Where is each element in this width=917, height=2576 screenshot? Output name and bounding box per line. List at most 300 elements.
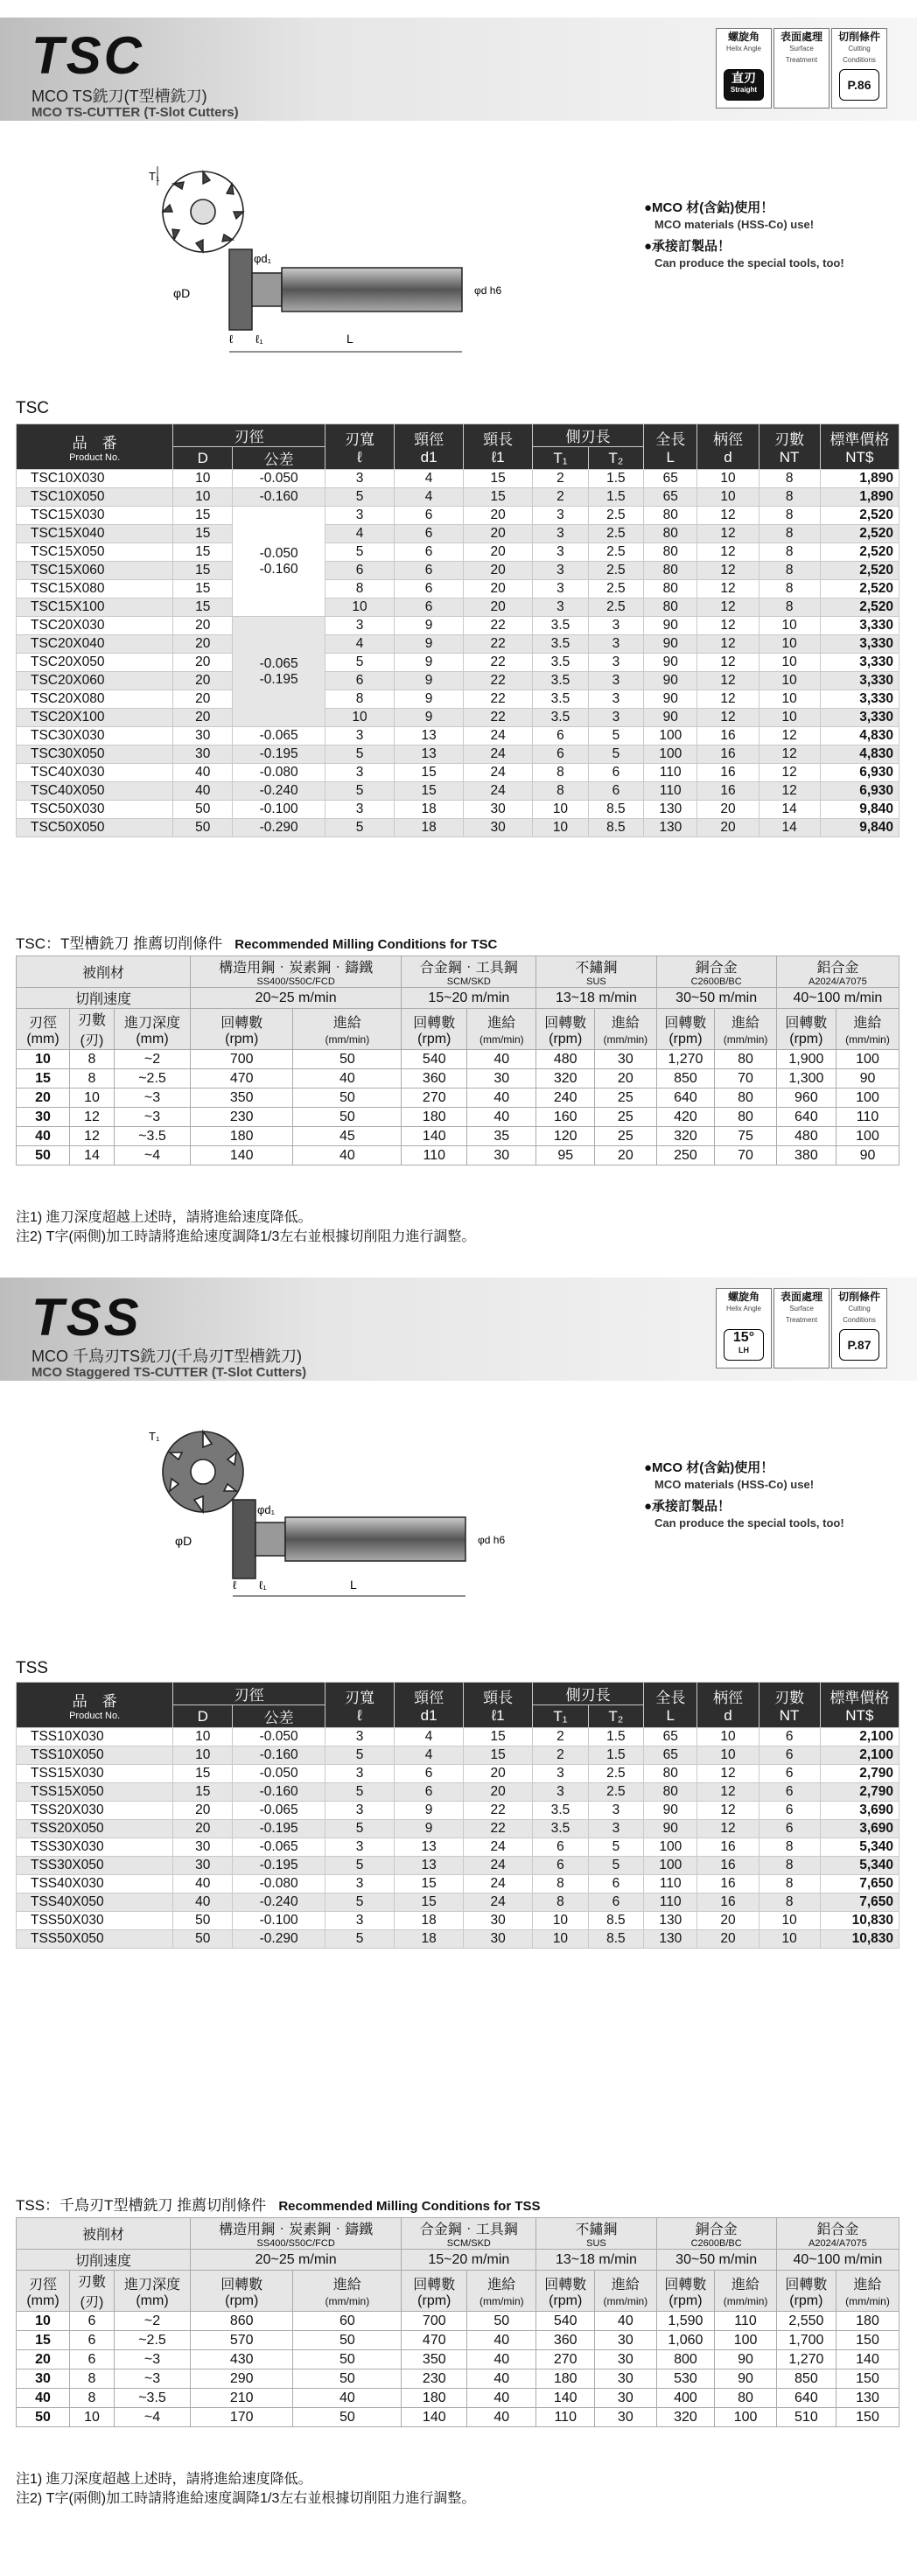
total-len: 80 xyxy=(644,525,697,543)
table-row xyxy=(17,1857,900,1875)
helix-angle-box: 螺旋角 Helix Angle 直刃 Straight xyxy=(716,28,772,108)
l-label: ℓ xyxy=(233,1578,237,1592)
shank: 20 xyxy=(697,819,759,837)
price: 10,830 xyxy=(820,1930,899,1949)
neck-len: 20 xyxy=(464,580,533,598)
flutes: 10 xyxy=(759,1912,820,1930)
flutes: 12 xyxy=(759,746,820,764)
t1: 3 xyxy=(533,1765,588,1783)
table-row: 20 6 ~3 430 50 350 40 270 30 800 90 1,270 140 xyxy=(17,2350,900,2370)
length-label: L xyxy=(346,332,354,346)
tolerance: -0.050 xyxy=(233,1728,326,1746)
tsc-diagram xyxy=(149,149,534,359)
product-no: TSC20X080 xyxy=(17,690,173,709)
total-len: 130 xyxy=(644,819,697,837)
shank: 12 xyxy=(697,1820,759,1838)
neck-len: 24 xyxy=(464,1875,533,1894)
neck-dia: 9 xyxy=(395,709,464,727)
width: 3 xyxy=(326,1838,395,1857)
blade-dia: 30 xyxy=(173,1838,233,1857)
shank: 12 xyxy=(697,507,759,525)
tss-cond-title: TSS：千鳥刃T型槽銑刀 推薦切削條件 Recommended Milling Conditions for TSS xyxy=(16,2197,541,2214)
t2: 3 xyxy=(588,654,643,672)
price: 3,330 xyxy=(820,617,899,635)
blade-dia: 20 xyxy=(173,690,233,709)
neck-len: 20 xyxy=(464,525,533,543)
flutes: 8 xyxy=(759,488,820,507)
shank: 16 xyxy=(697,1857,759,1875)
shank: 12 xyxy=(697,635,759,654)
table-row xyxy=(17,1894,900,1912)
t1: 6 xyxy=(533,1857,588,1875)
blade-dia: 40 xyxy=(173,1875,233,1894)
flutes: 14 xyxy=(759,819,820,837)
t1: 3.5 xyxy=(533,617,588,635)
table-row xyxy=(17,672,900,690)
shank: 12 xyxy=(697,598,759,617)
col-total-len: 全長 L xyxy=(644,424,697,470)
table-row xyxy=(17,1838,900,1857)
neck-dia: 4 xyxy=(395,488,464,507)
table-row xyxy=(17,543,900,562)
total-len: 80 xyxy=(644,1765,697,1783)
tolerance: -0.100 xyxy=(233,801,326,819)
width: 3 xyxy=(326,764,395,782)
product-no: TSC15X100 xyxy=(17,598,173,617)
neck-len: 22 xyxy=(464,635,533,654)
tolerance: -0.050 xyxy=(233,470,326,488)
total-len: 90 xyxy=(644,1802,697,1820)
total-len: 65 xyxy=(644,1728,697,1746)
product-no: TSS50X050 xyxy=(17,1930,173,1949)
neck-len: 20 xyxy=(464,1783,533,1802)
book-icon: P.87 xyxy=(839,1329,879,1361)
table-row xyxy=(17,617,900,635)
price: 2,520 xyxy=(820,598,899,617)
flutes: 6 xyxy=(759,1783,820,1802)
material-header: 被削材 xyxy=(17,956,191,988)
shank: 12 xyxy=(697,580,759,598)
table-row xyxy=(17,507,900,525)
table-row: 30 12 ~3 230 50 180 40 160 25 420 80 640 110 xyxy=(17,1108,900,1127)
price: 3,330 xyxy=(820,672,899,690)
width: 3 xyxy=(326,1728,395,1746)
blade-dia: 20 xyxy=(173,617,233,635)
shank: 10 xyxy=(697,1746,759,1765)
blade-dia: 15 xyxy=(173,598,233,617)
total-len: 65 xyxy=(644,488,697,507)
col-shank: 柄徑 d xyxy=(697,424,759,470)
blade-dia: 20 xyxy=(173,654,233,672)
neck-len: 15 xyxy=(464,488,533,507)
t2: 8.5 xyxy=(588,801,643,819)
total-len: 80 xyxy=(644,1783,697,1802)
neck-len: 22 xyxy=(464,672,533,690)
l1-label: ℓ₁ xyxy=(256,332,263,346)
total-len: 90 xyxy=(644,672,697,690)
price: 2,520 xyxy=(820,525,899,543)
t1-label: T₁ xyxy=(149,170,160,183)
material-2: 合金鋼‧工具鋼 SCM/SKD xyxy=(402,2218,536,2250)
table-row xyxy=(17,690,900,709)
neck-len: 20 xyxy=(464,598,533,617)
neck-len: 20 xyxy=(464,543,533,562)
col-product: 品 番 Product No. xyxy=(17,1683,173,1728)
flutes: 8 xyxy=(759,525,820,543)
table-row xyxy=(17,709,900,727)
table-row: 50 10 ~4 170 50 140 40 110 30 320 100 510 150 xyxy=(17,2408,900,2427)
price: 3,330 xyxy=(820,635,899,654)
d-label: φD xyxy=(175,1534,192,1548)
tolerance: -0.195 xyxy=(233,1820,326,1838)
neck-dia: 6 xyxy=(395,1783,464,1802)
table-row xyxy=(17,470,900,488)
width: 5 xyxy=(326,1783,395,1802)
flutes: 12 xyxy=(759,727,820,746)
speed-2: 15~20 m/min xyxy=(402,2250,536,2271)
blade-dia: 20 xyxy=(173,709,233,727)
blade-dia: 15 xyxy=(173,1765,233,1783)
neck-dia: 4 xyxy=(395,470,464,488)
shank: 16 xyxy=(697,746,759,764)
t1: 10 xyxy=(533,801,588,819)
width: 5 xyxy=(326,1894,395,1912)
t1: 3 xyxy=(533,562,588,580)
table-row: 15 6 ~2.5 570 50 470 40 360 30 1,060 100 1,700 150 xyxy=(17,2331,900,2350)
width: 3 xyxy=(326,801,395,819)
neck-len: 24 xyxy=(464,764,533,782)
total-len: 100 xyxy=(644,727,697,746)
tsc-section-label: TSC xyxy=(16,399,49,417)
neck-len: 24 xyxy=(464,1838,533,1857)
t2: 5 xyxy=(588,746,643,764)
table-row xyxy=(17,654,900,672)
blade-dia: 30 xyxy=(173,727,233,746)
shank: 16 xyxy=(697,764,759,782)
t1: 10 xyxy=(533,1930,588,1949)
speed-1: 20~25 m/min xyxy=(191,2250,402,2271)
tsc-spec-table: 品 番 Product No. 刃徑 刃寬 ℓ 頸徑 d1 頸長 ℓ1 側刃長 全長 L 柄徑 d 刃數 NT 標準價格 NT$ D 公差 T₁ T₂ TSC10X030 10 -0.050 3 4 15 2 1.5 65 10 8 1,890 TSC10X050 10 -0.160 5 4 15 2 1.5 65 10 8 1,890 TSC15X030 15 -0.050 -0.160 3 6 20 3 2.5 80 12 8 2,520 TSC15X040 15 4 6 20 3 2.5 80 12 8 2,520 TSC15X050 15 5 6 20 3 2.5 80 12 8 2,520 TSC15X060 15 6 6 20 3 2.5 80 12 8 2,520 TSC15X080 15 8 6 20 3 2.5 80 12 8 2,520 TSC15X100 15 10 6 20 3 2.5 80 12 8 2,520 TSC20X030 20 -0.065 -0.195 3 9 22 3.5 3 90 12 10 3,330 TSC20X040 20 4 9 22 3.5 3 90 12 10 3,330 TSC20X050 20 5 9 22 3.5 3 90 12 10 3,330 TSC20X060 20 6 9 22 3.5 3 90 12 10 3,330 TSC20X080 20 8 9 22 3.5 3 90 12 10 3,330 TSC20X100 20 10 9 22 3.5 3 90 12 10 3,330 TSC30X030 30 -0.065 3 13 24 6 5 100 16 12 4,830 TSC30X050 30 -0.195 5 13 24 6 5 100 16 12 4,830 TSC40X030 40 -0.080 3 15 24 8 6 110 16 12 6,930 TSC40X050 40 -0.240 5 15 24 8 6 110 16 12 6,930 TSC50X030 50 -0.100 3 18 30 10 8.5 130 20 14 9,840 TSC50X050 50 -0.290 5 18 30 10 8.5 130 20 14 9,840 xyxy=(16,424,900,837)
table-row xyxy=(17,1802,900,1820)
material-4: 銅合金 C2600B/BC xyxy=(656,2218,776,2250)
table-row xyxy=(17,488,900,507)
t1: 3.5 xyxy=(533,690,588,709)
tss-spec-table: 品 番 Product No. 刃徑 刃寬 ℓ 頸徑 d1 頸長 ℓ1 側刃長 全長 L 柄徑 d 刃數 NT 標準價格 NT$ D 公差 T₁ T₂ TSS10X030 10 -0.050 3 4 15 2 1.5 65 10 6 2,100 TSS10X050 10 -0.160 5 4 15 2 1.5 65 10 6 2,100 TSS15X030 15 -0.050 3 6 20 3 2.5 80 12 6 2,790 TSS15X050 15 -0.160 5 6 20 3 2.5 80 12 6 2,790 TSS20X030 20 -0.065 3 9 22 3.5 3 90 12 6 3,690 TSS20X050 20 -0.195 5 9 22 3.5 3 90 12 6 3,690 TSS30X030 30 -0.065 3 13 24 6 5 100 16 8 5,340 TSS30X050 30 -0.195 5 13 24 6 5 100 16 8 5,340 TSS40X030 40 -0.080 3 15 24 8 6 110 16 8 7,650 TSS40X050 40 -0.240 5 15 24 8 6 110 16 8 7,650 TSS50X030 50 -0.100 3 18 30 10 8.5 130 20 10 10,830 TSS50X050 50 -0.290 5 18 30 10 8.5 130 20 10 10,830 xyxy=(16,1682,900,1949)
table-row xyxy=(17,525,900,543)
shank-d-label: φd h6 xyxy=(474,284,502,297)
helix-angle-box: 螺旋角 Helix Angle 15° LH xyxy=(716,1288,772,1368)
total-len: 90 xyxy=(644,635,697,654)
product-no: TSC50X030 xyxy=(17,801,173,819)
shank: 12 xyxy=(697,525,759,543)
surface-treatment-box: 表面處理 Surface Treatment xyxy=(774,28,830,108)
tss-diagram xyxy=(149,1409,534,1601)
t1: 3 xyxy=(533,525,588,543)
price: 2,520 xyxy=(820,507,899,525)
tsc-cond-table: 被削材 構造用鋼‧炭素鋼‧鑄鐵 SS400/S50C/FCD 合金鋼‧工具鋼 SCM/SKD 不鏽鋼 SUS 銅合金 C2600B/BC 鋁合金 A2024/A7075 切削速度 20~25 m/min 15~20 m/min 13~18 m/min 30~50 m/min 40~100 m/min 刃徑 (mm) 刃數 (刃) 進刀深度 (mm) 回轉數 (rpm) 進給 (mm/min) 回轉數 (rpm) 進給 (mm/min) 回轉數 (rpm) 進給 (mm/min) 回轉數 (rpm) 進給 (mm/min) 回轉數 (rpm) 進給 (mm/min) 10 8 ~2 700 50 540 40 480 30 1,270 80 1,900 100 15 8 ~2.5 470 40 360 30 320 20 850 70 1,300 90 20 10 ~3 350 50 270 40 240 25 640 80 960 100 30 12 ~3 230 50 180 40 160 25 420 80 640 110 40 12 ~3.5 180 45 140 35 120 25 320 75 480 100 50 14 ~4 140 40 110 30 95 20 250 70 380 90 xyxy=(16,956,900,1166)
material-3: 不鏽鋼 SUS xyxy=(536,956,656,988)
table-row xyxy=(17,1746,900,1765)
width: 4 xyxy=(326,635,395,654)
width: 5 xyxy=(326,746,395,764)
price: 3,330 xyxy=(820,709,899,727)
t2: 8.5 xyxy=(588,1930,643,1949)
width: 3 xyxy=(326,617,395,635)
width: 5 xyxy=(326,654,395,672)
t1-label: T₁ xyxy=(149,1430,160,1443)
flutes: 8 xyxy=(759,470,820,488)
product-no: TSC15X030 xyxy=(17,507,173,525)
speed-header: 切削速度 xyxy=(17,2250,191,2271)
t1: 6 xyxy=(533,746,588,764)
product-no: TSC20X050 xyxy=(17,654,173,672)
t2: 8.5 xyxy=(588,819,643,837)
tsc-subtitle-en: MCO TS-CUTTER (T-Slot Cutters) xyxy=(32,105,239,120)
price: 7,650 xyxy=(820,1875,899,1894)
price: 1,890 xyxy=(820,470,899,488)
t1: 3.5 xyxy=(533,709,588,727)
blade-dia: 40 xyxy=(173,764,233,782)
total-len: 130 xyxy=(644,1912,697,1930)
tolerance: -0.240 xyxy=(233,782,326,801)
width: 5 xyxy=(326,782,395,801)
price: 3,330 xyxy=(820,690,899,709)
t1: 3.5 xyxy=(533,1820,588,1838)
t1: 6 xyxy=(533,1838,588,1857)
table-row xyxy=(17,727,900,746)
shank: 12 xyxy=(697,672,759,690)
flutes: 10 xyxy=(759,635,820,654)
price: 3,330 xyxy=(820,654,899,672)
price: 2,520 xyxy=(820,580,899,598)
neck-dia: 15 xyxy=(395,1894,464,1912)
table-row xyxy=(17,1875,900,1894)
product-no: TSS10X050 xyxy=(17,1746,173,1765)
t2: 3 xyxy=(588,1802,643,1820)
table-row: 30 8 ~3 290 50 230 40 180 30 530 90 850 150 xyxy=(17,2370,900,2389)
total-len: 80 xyxy=(644,507,697,525)
total-len: 90 xyxy=(644,690,697,709)
speed-3: 13~18 m/min xyxy=(536,2250,656,2271)
product-no: TSS10X030 xyxy=(17,1728,173,1746)
t2: 1.5 xyxy=(588,470,643,488)
blade-dia: 50 xyxy=(173,801,233,819)
col-side-len: 側刃長 xyxy=(533,424,644,447)
blade-dia: 20 xyxy=(173,635,233,654)
col-shank: 柄徑 d xyxy=(697,1683,759,1728)
blade-dia: 30 xyxy=(173,746,233,764)
blade-dia: 10 xyxy=(173,1746,233,1765)
total-len: 110 xyxy=(644,764,697,782)
neck-len: 24 xyxy=(464,1857,533,1875)
tss-section-label: TSS xyxy=(16,1659,48,1677)
product-no: TSC40X030 xyxy=(17,764,173,782)
flutes: 6 xyxy=(759,1802,820,1820)
straight-icon: 直刃 Straight xyxy=(724,69,764,101)
neck-dia: 9 xyxy=(395,690,464,709)
product-no: TSS20X050 xyxy=(17,1820,173,1838)
price: 9,840 xyxy=(820,801,899,819)
price: 2,790 xyxy=(820,1783,899,1802)
neck-len: 22 xyxy=(464,1820,533,1838)
blade-dia: 15 xyxy=(173,562,233,580)
price: 5,340 xyxy=(820,1857,899,1875)
t1: 8 xyxy=(533,764,588,782)
product-no: TSC30X050 xyxy=(17,746,173,764)
col-neck-dia: 頸徑 d1 xyxy=(395,424,464,470)
t2: 2.5 xyxy=(588,598,643,617)
blade-dia: 15 xyxy=(173,507,233,525)
total-len: 100 xyxy=(644,1857,697,1875)
speed-4: 30~50 m/min xyxy=(656,988,776,1009)
flutes: 10 xyxy=(759,654,820,672)
t1: 8 xyxy=(533,782,588,801)
t1: 3 xyxy=(533,580,588,598)
flutes: 10 xyxy=(759,709,820,727)
tolerance: -0.160 xyxy=(233,488,326,507)
neck-len: 20 xyxy=(464,562,533,580)
neck-len: 30 xyxy=(464,1912,533,1930)
tss-bullets: ●MCO 材(含鈷)使用！ MCO materials (HSS-Co) use! ●承接訂製品！ Can produce the special tools, too! xyxy=(644,1460,844,1530)
total-len: 80 xyxy=(644,580,697,598)
speed-1: 20~25 m/min xyxy=(191,988,402,1009)
t1: 8 xyxy=(533,1894,588,1912)
neck-len: 24 xyxy=(464,1894,533,1912)
flutes: 8 xyxy=(759,1875,820,1894)
tss-cond-table: 被削材 構造用鋼‧炭素鋼‧鑄鐵 SS400/S50C/FCD 合金鋼‧工具鋼 SCM/SKD 不鏽鋼 SUS 銅合金 C2600B/BC 鋁合金 A2024/A7075 切削速度 20~25 m/min 15~20 m/min 13~18 m/min 30~50 m/min 40~100 m/min 刃徑 (mm) 刃數 (刃) 進刀深度 (mm) 回轉數 (rpm) 進給 (mm/min) 回轉數 (rpm) 進給 (mm/min) 回轉數 (rpm) 進給 (mm/min) 回轉數 (rpm) 進給 (mm/min) 回轉數 (rpm) 進給 (mm/min) 10 6 ~2 860 60 700 50 540 40 1,590 110 2,550 180 15 6 ~2.5 570 50 470 40 360 30 1,060 100 1,700 150 20 6 ~3 430 50 350 40 270 30 800 90 1,270 140 30 8 ~3 290 50 230 40 180 30 530 90 850 150 40 8 ~3.5 210 40 180 40 140 30 400 80 640 130 50 10 ~4 170 50 140 40 110 30 320 100 510 150 xyxy=(16,2217,900,2427)
speed-2: 15~20 m/min xyxy=(402,988,536,1009)
table-row xyxy=(17,598,900,617)
t2: 2.5 xyxy=(588,580,643,598)
total-len: 110 xyxy=(644,782,697,801)
price: 2,520 xyxy=(820,543,899,562)
neck-dia: 13 xyxy=(395,1838,464,1857)
t1: 3 xyxy=(533,543,588,562)
price: 3,690 xyxy=(820,1802,899,1820)
staggered-cutter-head-icon xyxy=(163,1432,243,1512)
neck-dia: 9 xyxy=(395,1802,464,1820)
width: 5 xyxy=(326,819,395,837)
flutes: 8 xyxy=(759,1894,820,1912)
price: 2,520 xyxy=(820,562,899,580)
product-no: TSS50X030 xyxy=(17,1912,173,1930)
material-5: 鋁合金 A2024/A7075 xyxy=(776,2218,899,2250)
product-no: TSS20X030 xyxy=(17,1802,173,1820)
neck-len: 22 xyxy=(464,654,533,672)
width: 3 xyxy=(326,1912,395,1930)
tolerance: -0.290 xyxy=(233,819,326,837)
tss-spec-icons xyxy=(716,1288,900,1367)
total-len: 90 xyxy=(644,1820,697,1838)
width: 3 xyxy=(326,1765,395,1783)
blade-dia: 20 xyxy=(173,1802,233,1820)
neck-dia: 18 xyxy=(395,1930,464,1949)
blade-dia: 15 xyxy=(173,525,233,543)
neck-len: 24 xyxy=(464,746,533,764)
t2: 3 xyxy=(588,635,643,654)
material-1: 構造用鋼‧炭素鋼‧鑄鐵 SS400/S50C/FCD xyxy=(191,956,402,988)
t1: 8 xyxy=(533,1875,588,1894)
t2: 8.5 xyxy=(588,1912,643,1930)
total-len: 110 xyxy=(644,1894,697,1912)
product-no: TSC15X040 xyxy=(17,525,173,543)
price: 4,830 xyxy=(820,727,899,746)
neck-dia: 9 xyxy=(395,672,464,690)
width: 3 xyxy=(326,507,395,525)
table-row: 10 8 ~2 700 50 540 40 480 30 1,270 80 1,900 100 xyxy=(17,1050,900,1069)
width: 5 xyxy=(326,543,395,562)
price: 6,930 xyxy=(820,764,899,782)
t2: 1.5 xyxy=(588,1728,643,1746)
speed-header: 切削速度 xyxy=(17,988,191,1009)
product-no: TSC50X050 xyxy=(17,819,173,837)
product-no: TSC15X080 xyxy=(17,580,173,598)
t2: 5 xyxy=(588,1838,643,1857)
width: 10 xyxy=(326,709,395,727)
product-no: TSC15X060 xyxy=(17,562,173,580)
t1: 3 xyxy=(533,507,588,525)
neck-dia: 18 xyxy=(395,801,464,819)
width: 3 xyxy=(326,727,395,746)
neck-len: 30 xyxy=(464,801,533,819)
t2: 3 xyxy=(588,709,643,727)
neck-len: 15 xyxy=(464,470,533,488)
total-len: 90 xyxy=(644,617,697,635)
flutes: 8 xyxy=(759,507,820,525)
table-row: 15 8 ~2.5 470 40 360 30 320 20 850 70 1,300 90 xyxy=(17,1069,900,1088)
neck-dia: 6 xyxy=(395,543,464,562)
flutes: 8 xyxy=(759,1838,820,1857)
table-row xyxy=(17,562,900,580)
width: 5 xyxy=(326,1930,395,1949)
neck-len: 20 xyxy=(464,1765,533,1783)
width: 5 xyxy=(326,1857,395,1875)
col-price: 標準價格 NT$ xyxy=(820,424,899,470)
neck-len: 22 xyxy=(464,709,533,727)
product-no: TSS15X030 xyxy=(17,1765,173,1783)
table-row: 20 10 ~3 350 50 270 40 240 25 640 80 960 100 xyxy=(17,1088,900,1108)
blade-dia: 10 xyxy=(173,470,233,488)
product-no: TSC20X060 xyxy=(17,672,173,690)
blade-dia: 30 xyxy=(173,1857,233,1875)
speed-5: 40~100 m/min xyxy=(776,2250,899,2271)
blade-dia: 50 xyxy=(173,1912,233,1930)
table-row xyxy=(17,746,900,764)
tss-title: TSS xyxy=(32,1288,142,1347)
width: 5 xyxy=(326,488,395,507)
col-flutes: 刃數 NT xyxy=(759,424,820,470)
neck-dia: 6 xyxy=(395,580,464,598)
total-len: 130 xyxy=(644,801,697,819)
shank: 16 xyxy=(697,782,759,801)
tsc-subtitle: MCO TS銑刀(T型槽銑刀) xyxy=(32,88,207,105)
blade-dia: 10 xyxy=(173,488,233,507)
shank-d-label: φd h6 xyxy=(478,1534,506,1546)
book-icon: P.86 xyxy=(839,69,879,101)
shank: 12 xyxy=(697,690,759,709)
flutes: 6 xyxy=(759,1746,820,1765)
blade-dia: 20 xyxy=(173,1820,233,1838)
width: 10 xyxy=(326,598,395,617)
shank: 10 xyxy=(697,1728,759,1746)
product-no: TSC40X050 xyxy=(17,782,173,801)
shank: 12 xyxy=(697,709,759,727)
width: 8 xyxy=(326,580,395,598)
tss-subtitle: MCO 千鳥刃TS銑刀(千鳥刃T型槽銑刀) xyxy=(32,1348,302,1365)
tolerance: -0.160 xyxy=(233,1746,326,1765)
price: 5,340 xyxy=(820,1838,899,1857)
table-row xyxy=(17,635,900,654)
